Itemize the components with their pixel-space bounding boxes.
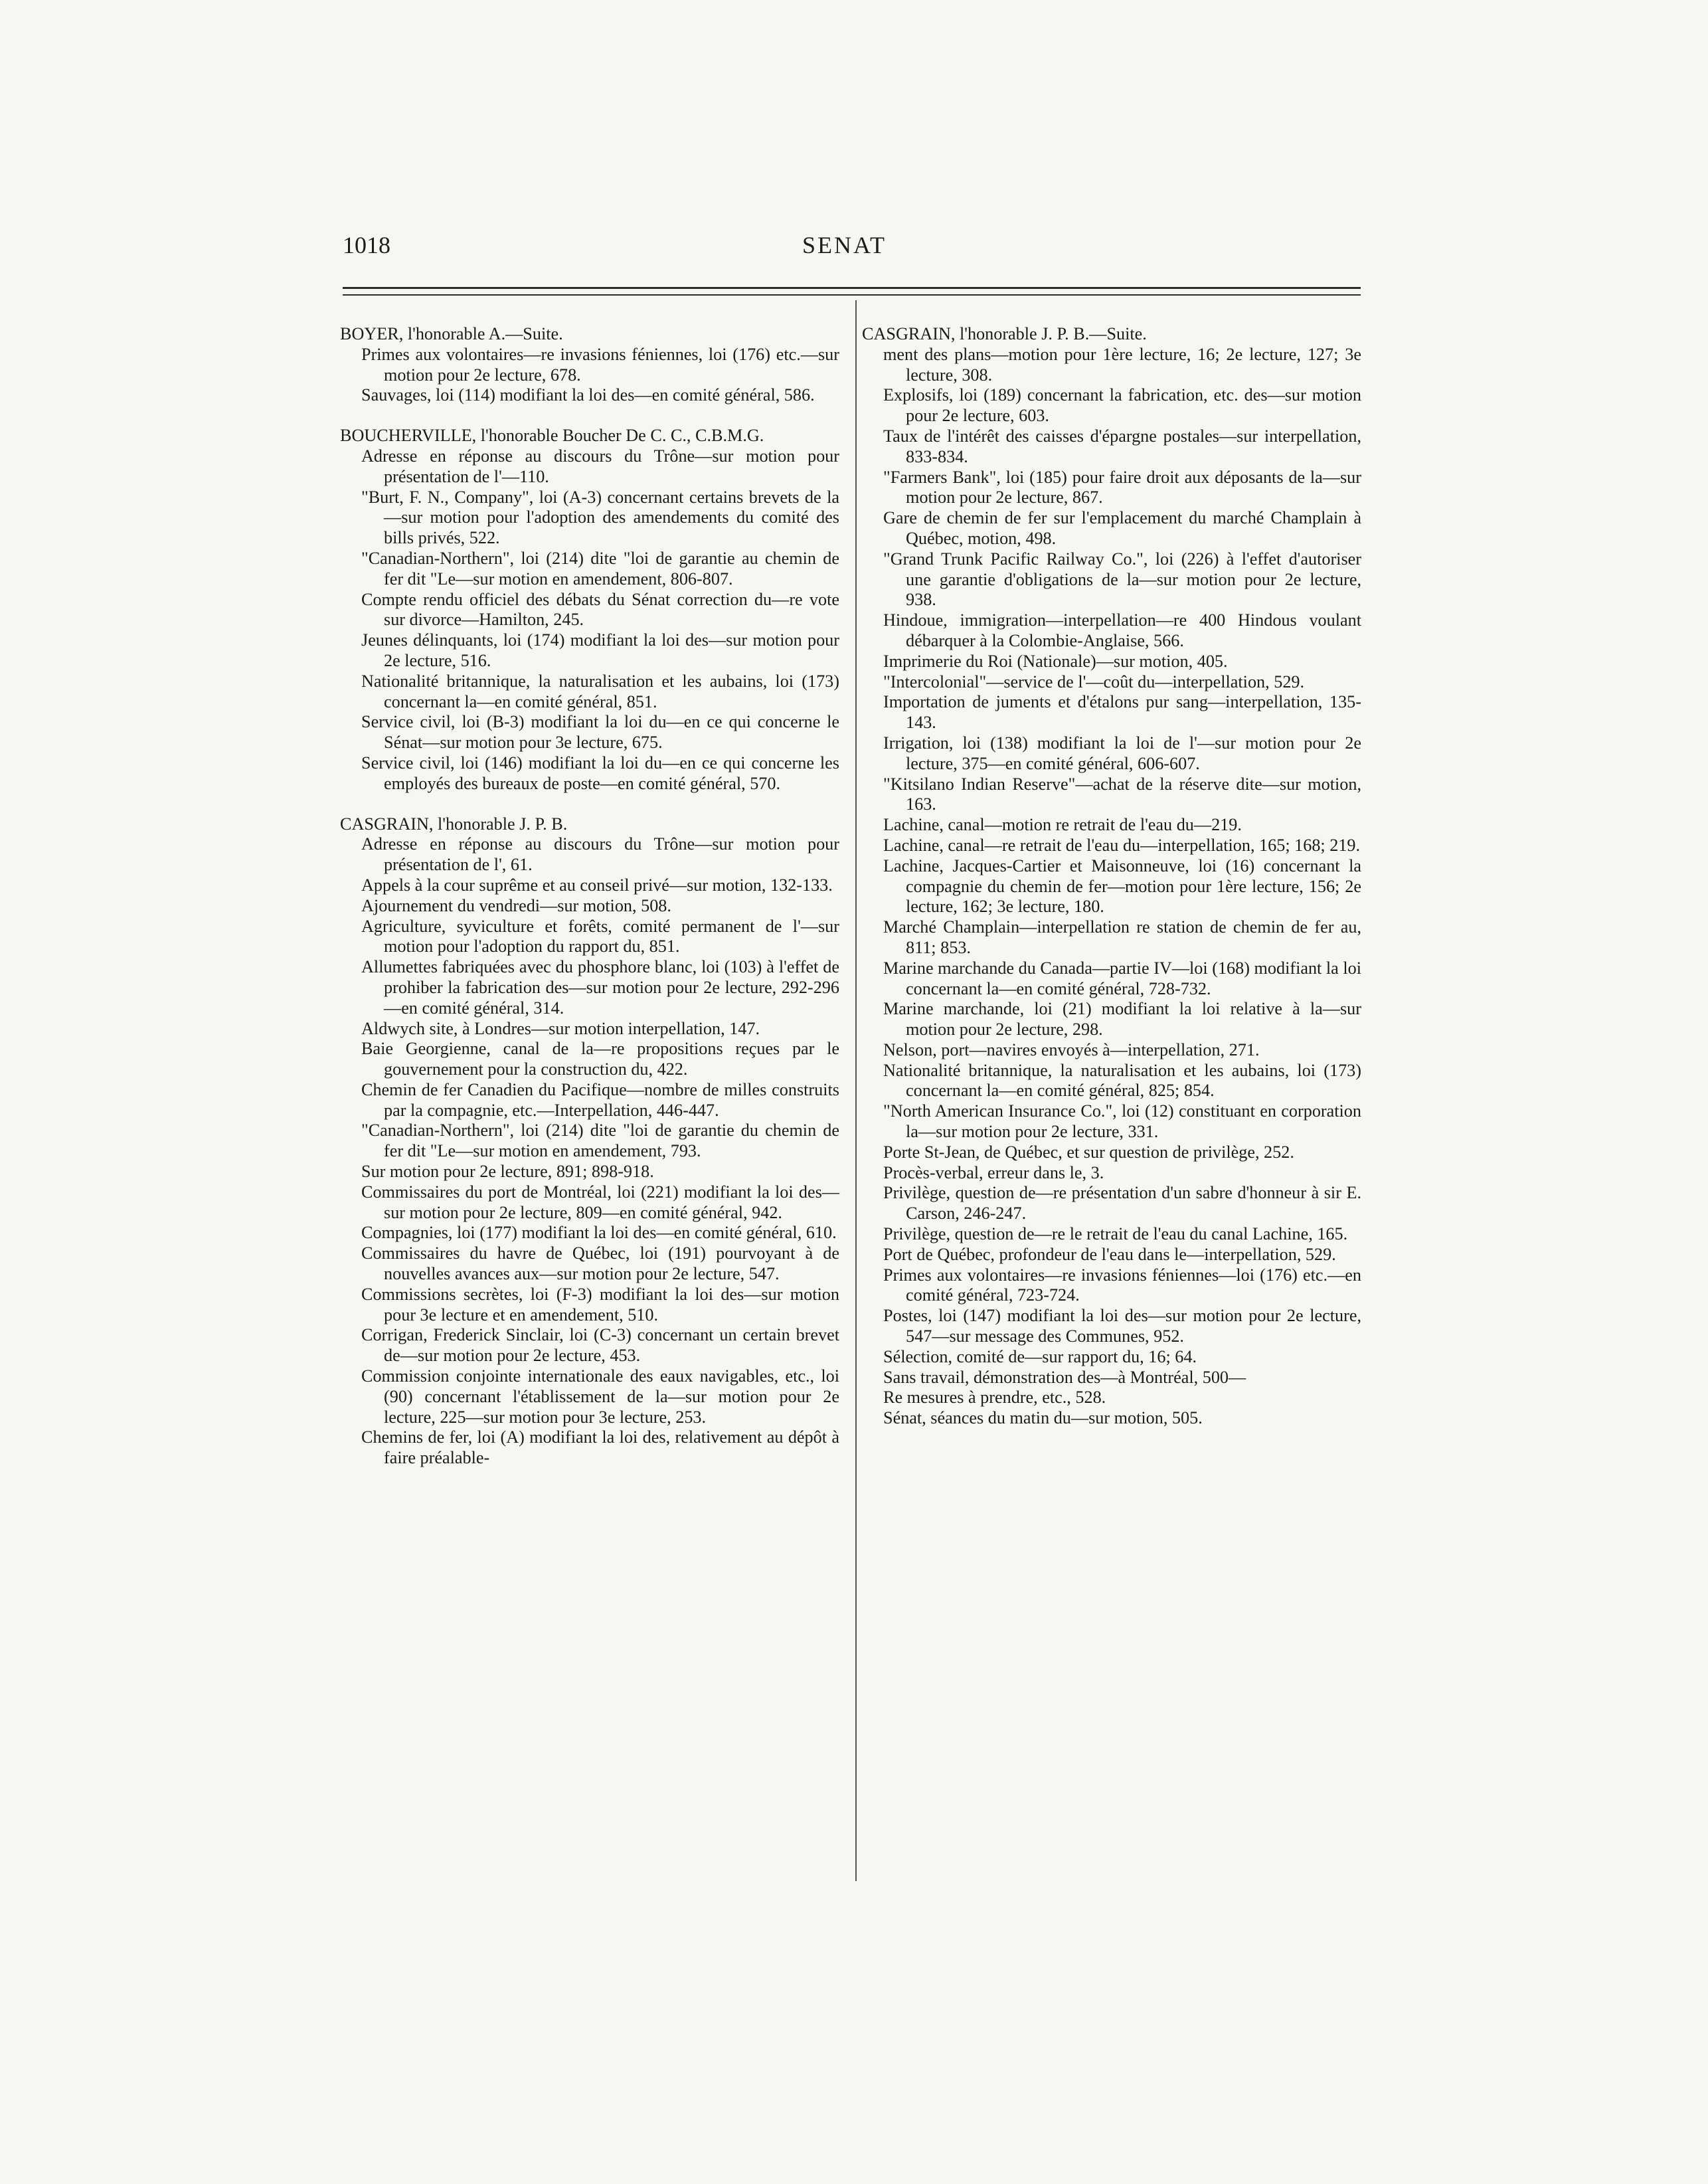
index-heading: BOUCHERVILLE, l'honorable Boucher De C. C., C.B.M.G. [340, 426, 764, 446]
index-entry: Sans travail, démonstration des—à Montréal, 500— [883, 1367, 1246, 1387]
index-entry: Importation de juments et d'étalons pur sang—interpellation, 135-143. [883, 692, 1361, 733]
index-entry: Irrigation, loi (138) modifiant la loi de l'—sur motion pour 2e lecture, 375—en comité général, 606-607. [883, 733, 1361, 773]
index-block [862, 324, 1361, 1429]
column-divider [855, 300, 857, 1881]
index-entry: Adresse en réponse au discours du Trône—sur motion pour présentation de l', 61. [361, 834, 839, 875]
index-entry: Lachine, canal—re retrait de l'eau du—interpellation, 165; 168; 219. [883, 835, 1361, 855]
index-entry: Compagnies, loi (177) modifiant la loi des—en comité général, 610. [361, 1223, 837, 1243]
right-column [862, 324, 1361, 1429]
index-entry: Gare de chemin de fer sur l'emplacement du marché Champlain à Québec, motion, 498. [883, 508, 1361, 548]
index-entry: "Canadian-Northern", loi (214) dite "loi de garantie du chemin de fer dit "Le—sur motion en amendement, 793. [361, 1121, 839, 1161]
index-entry: "Intercolonial"—service de l'—coût du—interpellation, 529. [883, 672, 1305, 691]
index-entry: Nationalité britannique, la naturalisation et les aubains, loi (173) concernant la—en comité général, 825; 854. [883, 1060, 1361, 1101]
index-entry: Corrigan, Frederick Sinclair, loi (C-3) concernant un certain brevet de—sur motion pour 2e lecture, 453. [361, 1325, 839, 1366]
index-entry: Aldwych site, à Londres—sur motion interpellation, 147. [361, 1018, 760, 1038]
index-entry: Hindoue, immigration—interpellation—re 400 Hindous voulant débarquer à la Colombie-Anglaise, 566. [883, 610, 1361, 650]
index-entry: Nelson, port—navires envoyés à—interpellation, 271. [883, 1040, 1260, 1059]
index-entry: Marine marchande du Canada—partie IV—loi (168) modifiant la loi concernant la—en comité général, 728-732. [883, 958, 1361, 998]
index-entry: "Burt, F. N., Company", loi (A-3) concernant certains brevets de la—sur motion pour l'adoption des amendements du comité des bills privés, 522. [361, 487, 839, 548]
page-number: 1018 [343, 232, 390, 258]
index-entry: Marché Champlain—interpellation re station de chemin de fer au, 811; 853. [883, 917, 1361, 957]
index-entry: Service civil, loi (146) modifiant la loi du—en ce qui concerne les employés des bureaux de poste—en comité général, 570. [361, 753, 839, 793]
header-rule-top [343, 287, 1361, 289]
index-entry: Sur motion pour 2e lecture, 891; 898-918. [361, 1162, 654, 1182]
index-entry: Explosifs, loi (189) concernant la fabrication, etc. des—sur motion pour 2e lecture, 603. [883, 385, 1361, 426]
index-entry: Service civil, loi (B-3) modifiant la loi du—en ce qui concerne le Sénat—sur motion pour 3e lecture, 675. [361, 712, 839, 753]
index-entry: Re mesures à prendre, etc., 528. [883, 1388, 1106, 1408]
index-entry: Chemin de fer Canadien du Pacifique—nombre de milles construits par la compagnie, etc.—Interpellation, 446-447. [361, 1079, 839, 1120]
index-entry: Ajournement du vendredi—sur motion, 508. [361, 895, 671, 915]
header-rule-bottom [343, 294, 1361, 296]
index-entry: "North American Insurance Co.", loi (12) constituant en corporation la—sur motion pour 2e lecture, 331. [883, 1101, 1361, 1142]
index-entry: Commissaires du port de Montréal, loi (221) modifiant la loi des—sur motion pour 2e lecture, 809—en comité général, 942. [361, 1182, 839, 1222]
index-entry: Taux de l'intérêt des caisses d'épargne postales—sur interpellation, 833-834. [883, 426, 1361, 466]
index-entry: "Canadian-Northern", loi (214) dite "loi de garantie au chemin de fer dit "Le—sur motion en amendement, 806-807. [361, 548, 839, 589]
index-entry: Port de Québec, profondeur de l'eau dans le—interpellation, 529. [883, 1244, 1336, 1264]
index-entry: Procès-verbal, erreur dans le, 3. [883, 1162, 1104, 1182]
running-head: SENAT [802, 232, 887, 258]
index-entry: Allumettes fabriquées avec du phosphore blanc, loi (103) à l'effet de prohiber la fabrication des—sur motion pour 2e lecture, 292-296—en comité général, 314. [361, 957, 839, 1018]
index-entry: Commissions secrètes, loi (F-3) modifiant la loi des—sur motion pour 3e lecture et en amendement, 510. [361, 1284, 839, 1324]
header-rules [343, 287, 1361, 301]
index-entry: Lachine, Jacques-Cartier et Maisonneuve, loi (16) concernant la compagnie du chemin de fer—motion pour 1ère lecture, 156; 2e lecture, 162; 3e lecture, 180. [883, 856, 1361, 917]
index-entry: Postes, loi (147) modifiant la loi des—sur motion pour 2e lecture, 547—sur message des Communes, 952. [883, 1306, 1361, 1346]
index-entry: Lachine, canal—motion re retrait de l'eau du—219. [883, 815, 1242, 835]
left-column [340, 324, 839, 1469]
index-entry: Jeunes délinquants, loi (174) modifiant la loi des—sur motion pour 2e lecture, 516. [361, 630, 839, 670]
index-entry: Commission conjointe internationale des eaux navigables, etc., loi (90) concernant l'établissement de la—sur motion pour 2e lecture, 225—sur motion pour 3e lecture, 253. [361, 1366, 839, 1427]
index-entry: Porte St-Jean, de Québec, et sur question de privilège, 252. [883, 1142, 1294, 1162]
index-entry: "Grand Trunk Pacific Railway Co.", loi (226) à l'effet d'autoriser une garantie d'obligations de la—sur motion pour 2e lecture, 938. [883, 549, 1361, 610]
index-entry: ment des plans—motion pour 1ère lecture, 16; 2e lecture, 127; 3e lecture, 308. [883, 344, 1361, 385]
index-entry: "Kitsilano Indian Reserve"—achat de la réserve dite—sur motion, 163. [883, 774, 1361, 814]
index-entry: Agriculture, syviculture et forêts, comité permanent de l'—sur motion pour l'adoption du rapport du, 851. [361, 916, 839, 956]
index-entry: Baie Georgienne, canal de la—re propositions reçues par le gouvernement pour la construction du, 422. [361, 1039, 839, 1079]
index-entry: "Farmers Bank", loi (185) pour faire droit aux déposants de la—sur motion pour 2e lecture, 867. [883, 467, 1361, 507]
index-entry: Primes aux volontaires—re invasions féniennes—loi (176) etc.—en comité général, 723-724. [883, 1265, 1361, 1305]
index-entry: Sauvages, loi (114) modifiant la loi des—en comité général, 586. [361, 385, 815, 405]
index-entry: Marine marchande, loi (21) modifiant la loi relative à la—sur motion pour 2e lecture, 298. [883, 999, 1361, 1040]
index-entry: Primes aux volontaires—re invasions féniennes, loi (176) etc.—sur motion pour 2e lecture, 678. [361, 344, 839, 385]
index-heading: CASGRAIN, l'honorable J. P. B. [340, 814, 568, 834]
index-entry: Compte rendu officiel des débats du Sénat correction du—re vote sur divorce—Hamilton, 245. [361, 589, 839, 630]
index-block [340, 426, 839, 794]
index-entry: Sélection, comité de—sur rapport du, 16; 64. [883, 1346, 1197, 1366]
index-heading: BOYER, l'honorable A.—Suite. [340, 324, 563, 343]
index-entry: Privilège, question de—re présentation d'un sabre d'honneur à sir E. Carson, 246-247. [883, 1183, 1361, 1224]
index-block [340, 814, 839, 1469]
index-block [340, 324, 839, 406]
index-entry: Sénat, séances du matin du—sur motion, 505. [883, 1408, 1203, 1428]
index-heading: CASGRAIN, l'honorable J. P. B.—Suite. [862, 324, 1147, 343]
index-entry: Adresse en réponse au discours du Trône—sur motion pour présentation de l'—110. [361, 446, 839, 486]
index-entry: Chemins de fer, loi (A) modifiant la loi des, relativement au dépôt à faire préalable- [361, 1427, 839, 1468]
index-entry: Nationalité britannique, la naturalisation et les aubains, loi (173) concernant la—en comité général, 851. [361, 671, 839, 711]
index-entry: Appels à la cour suprême et au conseil privé—sur motion, 132-133. [361, 875, 833, 895]
index-entry: Privilège, question de—re le retrait de l'eau du canal Lachine, 165. [883, 1224, 1348, 1244]
index-entry: Commissaires du havre de Québec, loi (191) pourvoyant à de nouvelles avances aux—sur motion pour 2e lecture, 547. [361, 1243, 839, 1284]
index-entry: Imprimerie du Roi (Nationale)—sur motion, 405. [883, 651, 1228, 671]
